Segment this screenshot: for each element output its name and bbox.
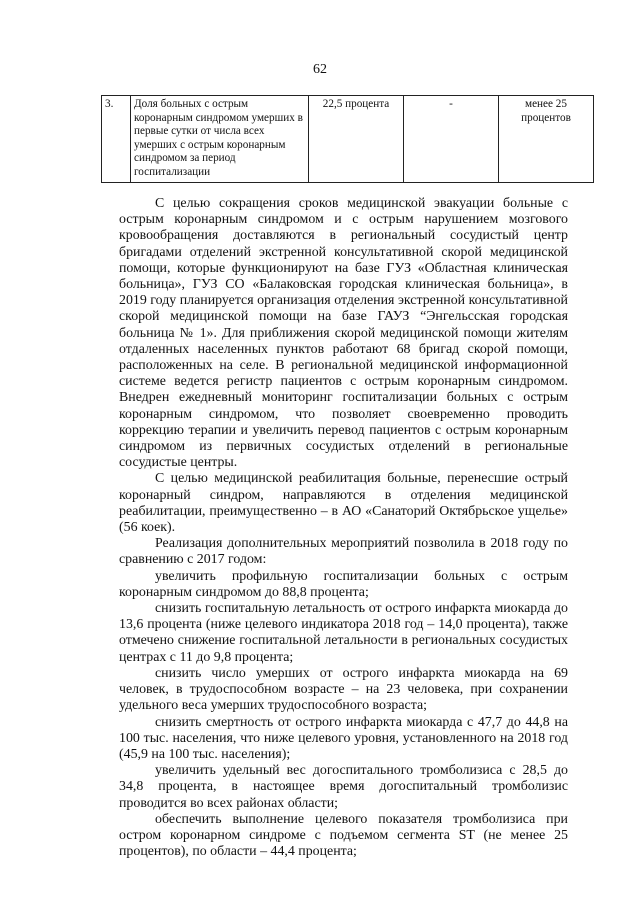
paragraph: снизить смертность от острого инфаркта миокарда с 47,7 до 44,8 на 100 тыс. населения, что ниже целевого уровня, установленного на 2018 год (45,9 на 100 тыс. населения); xyxy=(119,714,568,762)
paragraph: снизить число умерших от острого инфаркта миокарда на 69 человек, в трудоспособном возрасте – на 23 человека, при сохранении удельного веса умерших трудоспособного возраста; xyxy=(119,665,568,714)
page-number: 62 xyxy=(313,62,327,77)
indicator-intermediate: - xyxy=(404,96,499,183)
paragraph: С целью медицинской реабилитация больные, перенесшие острый коронарный синдром, направляются в отделения медицинской реабилитации, преимущественно – в АО «Санаторий Октябрьское ущелье» (56 коек). xyxy=(119,471,568,536)
paragraph: обеспечить выполнение целевого показателя тромболизиса при остром коронарном синдроме с подъемом сегмента ST (не менее 25 процентов), по области – 44,4 процента; xyxy=(119,811,568,860)
paragraph: Реализация дополнительных мероприятий позволила в 2018 году по сравнению с 2017 годом: xyxy=(119,536,568,568)
indicator-target: менее 25 процентов xyxy=(499,96,594,183)
paragraph: С целью сокращения сроков медицинской эвакуации больные с острым коронарным синдромом и с острым нарушением мозгового кровообращения доставляются в региональный сосудистый центр бригадами отделений экстренной консультативной скорой медицинской помощи, которые функционируют на базе ГУЗ «Областная клиническая больница», ГУЗ СО «Балаковская городская клиническая больница», в 2019 году планируется организация отделения экстренной консультативной скорой медицинской помощи на базе ГАУЗ “Энгельсская городская больница № 1». Для приближения скорой медицинской помощи жителям отдаленных населенных пунктов работают 68 бригад скорой помощи, расположенных на селе. В региональной медицинской информационной системе ведется регистр пациентов с острым коронарным синдромом. Внедрен ежедневный мониторинг госпитализации больных с острым коронарным синдромом, что позволяет своевременно проводить коррекцию терапии и увеличить перевод пациентов с острым коронарным синдромом из первичных сосудистых отделений в региональные сосудистые центры. xyxy=(119,196,568,471)
document-body xyxy=(119,196,568,860)
table-row xyxy=(102,96,594,183)
indicator-name: Доля больных с острым коронарным синдромом умерших в первые сутки от числа всех умерших с острым коронарным синдромом за период госпитализации xyxy=(131,96,309,183)
paragraph: увеличить профильную госпитализации больных с острым коронарным синдромом до 88,8 процента; xyxy=(119,568,568,600)
indicator-table xyxy=(101,95,594,183)
row-number: 3. xyxy=(102,96,131,183)
paragraph: снизить госпитальную летальность от острого инфаркта миокарда до 13,6 процента (ниже целевого индикатора 2018 год – 14,0 процента), также отмечено снижение госпитальной летальности в региональных сосудистых центрах с 11 до 9,8 процента; xyxy=(119,601,568,665)
paragraph: увеличить удельный вес догоспитального тромболизиса с 28,5 до 34,8 процента, в настоящее время догоспитальный тромболизис проводится во всех районах области; xyxy=(119,763,568,811)
indicator-value: 22,5 процента xyxy=(309,96,404,183)
